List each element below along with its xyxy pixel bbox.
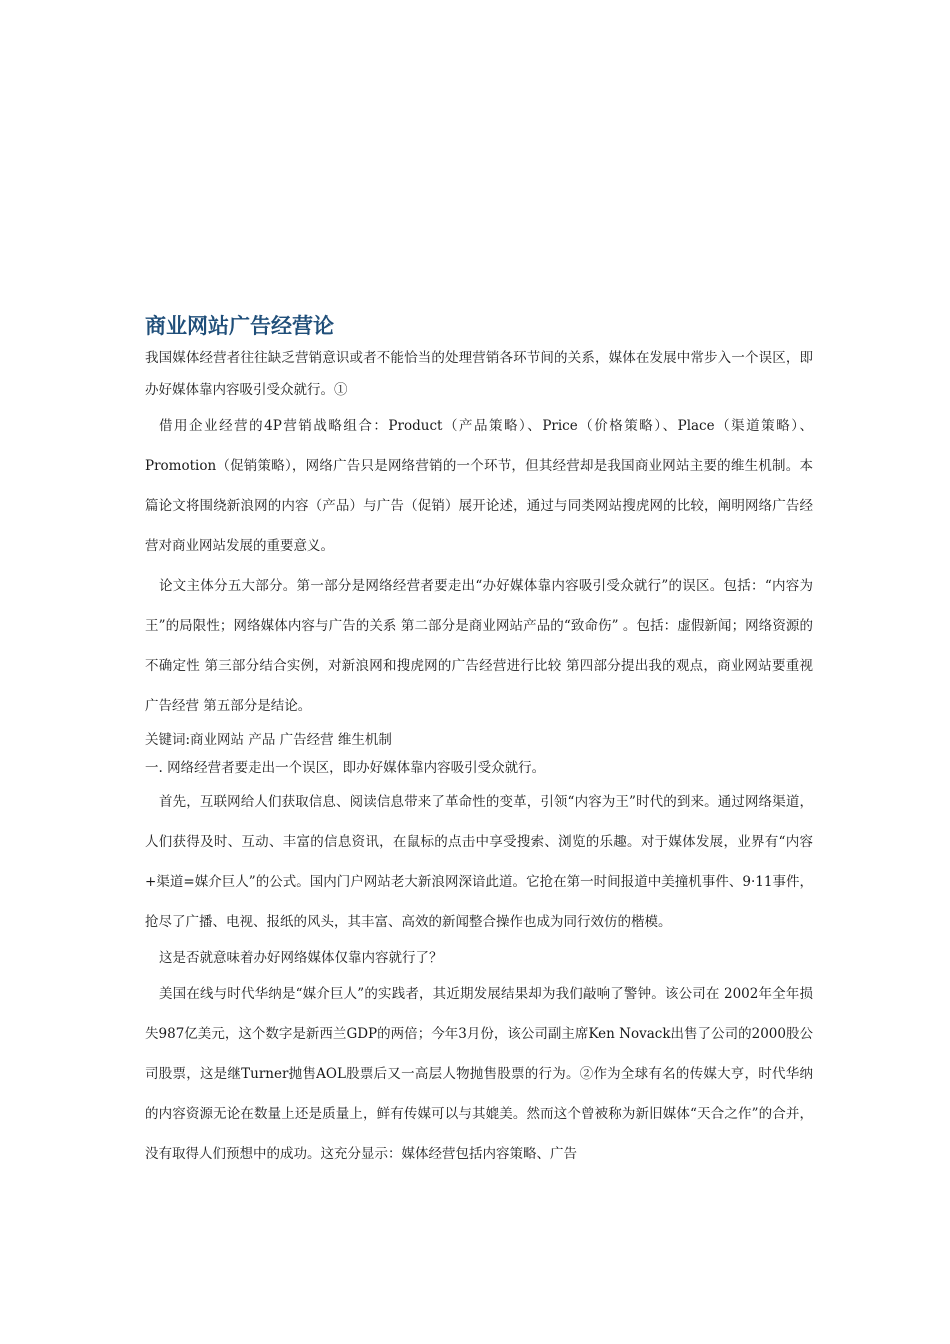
abstract-paragraph-2: 借用企业经营的4P营销战略组合：Product（产品策略）、Price（价格策略）、Place（渠道策略）、Promotion（促销策略），网络广告只是网络营销的一个环节，但其经营却是我国商业网站主要的维生机制。本篇论文将围绕新浪网的内容（产品）与广告（促销）展开论述，通过与同类网站搜虎网的比较，阐明网络广告经营对商业网站发展的重要意义。	[145, 418, 813, 554]
abstract-paragraph-1: 我国媒体经营者往往缺乏营销意识或者不能恰当的处理营销各环节间的关系，媒体在发展中常步入一个误区，即办好媒体靠内容吸引受众就行。①	[145, 350, 813, 398]
keywords-line: 关键词:商业网站 产品 广告经营 维生机制	[145, 732, 392, 748]
section-1-paragraph-3: 美国在线与时代华纳是“媒介巨人”的实践者，其近期发展结果却为我们敲响了警钟。该公司在 2002年全年损失987亿美元，这个数字是新西兰GDP的两倍；今年3月份，该公司副主席Ken Novack出售了公司的2000股公司股票，这是继Turner抛售AOL股票后又一高层人物抛售股票的行为。②作为全球有名的传媒大亨，时代华纳的内容资源无论在数量上还是质量上，鲜有传媒可以与其媲美。然而这个曾被称为新旧媒体“天合之作”的合并，没有取得人们预想中的成功。这充分显示：媒体经营包括内容策略、广告	[145, 986, 813, 1162]
document-title: 商业网站广告经营论	[145, 314, 334, 338]
abstract-paragraph-3: 论文主体分五大部分。第一部分是网络经营者要走出“办好媒体靠内容吸引受众就行”的误区。包括：“内容为王”的局限性；网络媒体内容与广告的关系 第二部分是商业网站产品的“致命伤” 。包括：虚假新闻；网络资源的不确定性 第三部分结合实例，对新浪网和搜虎网的广告经营进行比较 第四部分提出我的观点，商业网站要重视广告经营 第五部分是结论。	[145, 578, 813, 714]
section-1-paragraph-1: 首先，互联网给人们获取信息、阅读信息带来了革命性的变革，引领“内容为王”时代的到来。通过网络渠道，人们获得及时、互动、丰富的信息资讯，在鼠标的点击中享受搜索、浏览的乐趣。对于媒体发展，业界有“内容+渠道=媒介巨人”的公式。国内门户网站老大新浪网深谙此道。它抢在第一时间报道中美撞机事件、9·11事件，抢尽了广播、电视、报纸的风头，其丰富、高效的新闻整合操作也成为同行效仿的楷模。	[145, 794, 813, 930]
document-body	[145, 312, 813, 1174]
section-1-paragraph-2: 这是否就意味着办好网络媒体仅靠内容就行了？	[159, 950, 443, 966]
section-1-heading: 一. 网络经营者要走出一个误区，即办好媒体靠内容吸引受众就行。	[145, 760, 546, 776]
